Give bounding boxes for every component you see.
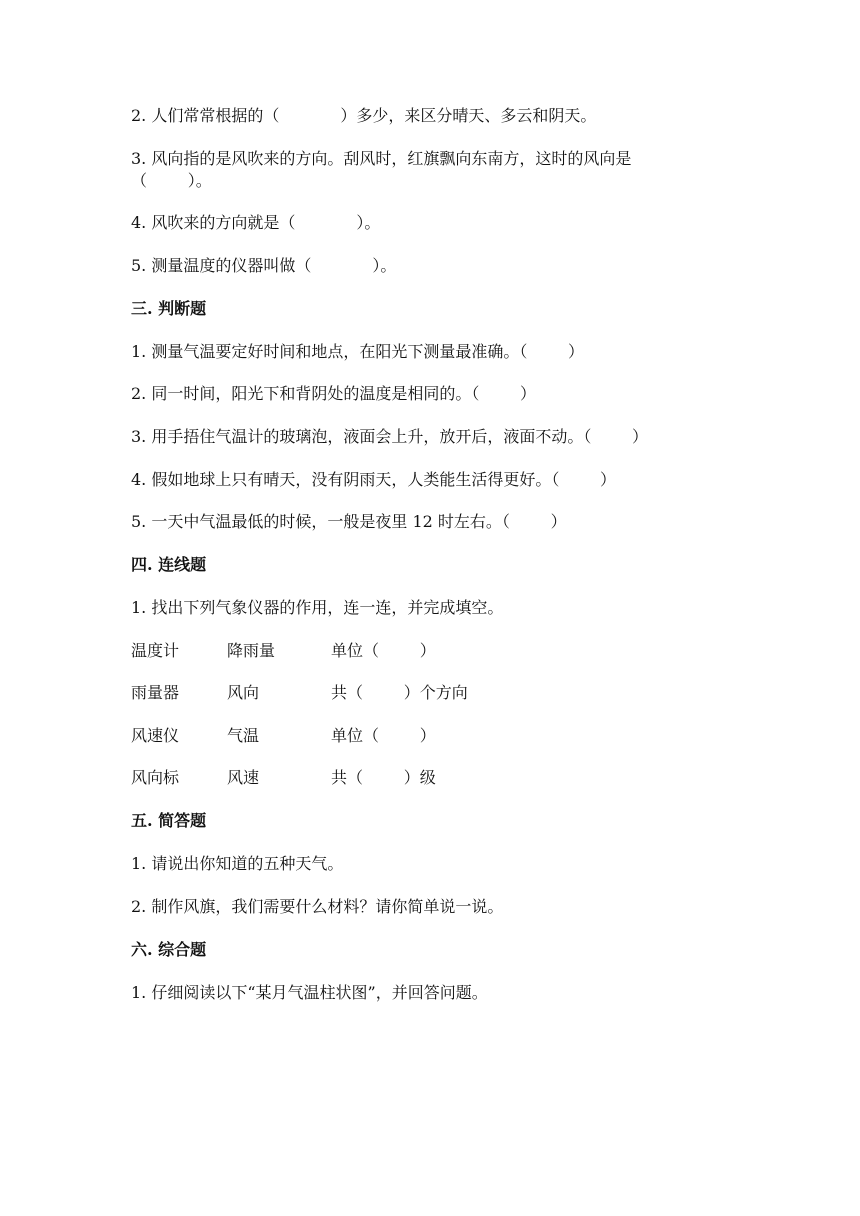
function-label: 降雨量 <box>227 641 276 660</box>
judgment-question-3: 3. 用手捂住气温计的玻璃泡，液面会上升，放开后，液面不动。（ ） <box>131 427 649 446</box>
short-answer-question-2: 2. 制作风旗，我们需要什么材料？请你简单说一说。 <box>131 897 504 916</box>
fill-in-question-5: 5. 测量温度的仪器叫做（ ）。 <box>131 256 397 275</box>
section-heading-judgment: 三. 判断题 <box>131 299 207 318</box>
function-label: 气温 <box>227 726 260 745</box>
function-label: 风速 <box>227 768 260 787</box>
judgment-question-2: 2. 同一时间，阳光下和背阴处的温度是相同的。（ ） <box>131 384 537 403</box>
unit-blank: 共（ ）个方向 <box>331 683 468 702</box>
short-answer-question-1: 1. 请说出你知道的五种天气。 <box>131 854 344 873</box>
comprehensive-question-1: 1. 仔细阅读以下“某月气温柱状图”，并回答问题。 <box>131 983 488 1002</box>
instrument-label: 温度计 <box>131 641 180 660</box>
fill-in-question-2: 2. 人们常常根据的（ ）多少，来区分晴天、多云和阴天。 <box>131 106 597 125</box>
unit-blank: 单位（ ） <box>331 726 436 745</box>
instrument-label: 风速仪 <box>131 726 180 745</box>
unit-blank: 共（ ）级 <box>331 768 436 787</box>
section-heading-comprehensive: 六. 综合题 <box>131 940 207 959</box>
fill-in-question-4: 4. 风吹来的方向就是（ ）。 <box>131 213 381 232</box>
function-label: 风向 <box>227 683 260 702</box>
section-heading-short-answer: 五. 简答题 <box>131 811 207 830</box>
instrument-label: 风向标 <box>131 768 180 787</box>
section-heading-matching: 四. 连线题 <box>131 555 207 574</box>
fill-in-question-3-line-1: 3. 风向指的是风吹来的方向。刮风时，红旗飘向东南方，这时的风向是 <box>131 149 632 168</box>
unit-blank: 单位（ ） <box>331 641 436 660</box>
judgment-question-4: 4. 假如地球上只有晴天，没有阴雨天，人类能生活得更好。（ ） <box>131 470 617 489</box>
instrument-label: 雨量器 <box>131 683 180 702</box>
judgment-question-1: 1. 测量气温要定好时间和地点，在阳光下测量最准确。（ ） <box>131 342 585 361</box>
matching-question-1: 1. 找出下列气象仪器的作用，连一连，并完成填空。 <box>131 598 504 617</box>
judgment-question-5: 5. 一天中气温最低的时候，一般是夜里 12 时左右。（ ） <box>131 512 567 531</box>
fill-in-question-3-line-2: （ ）。 <box>131 171 212 190</box>
